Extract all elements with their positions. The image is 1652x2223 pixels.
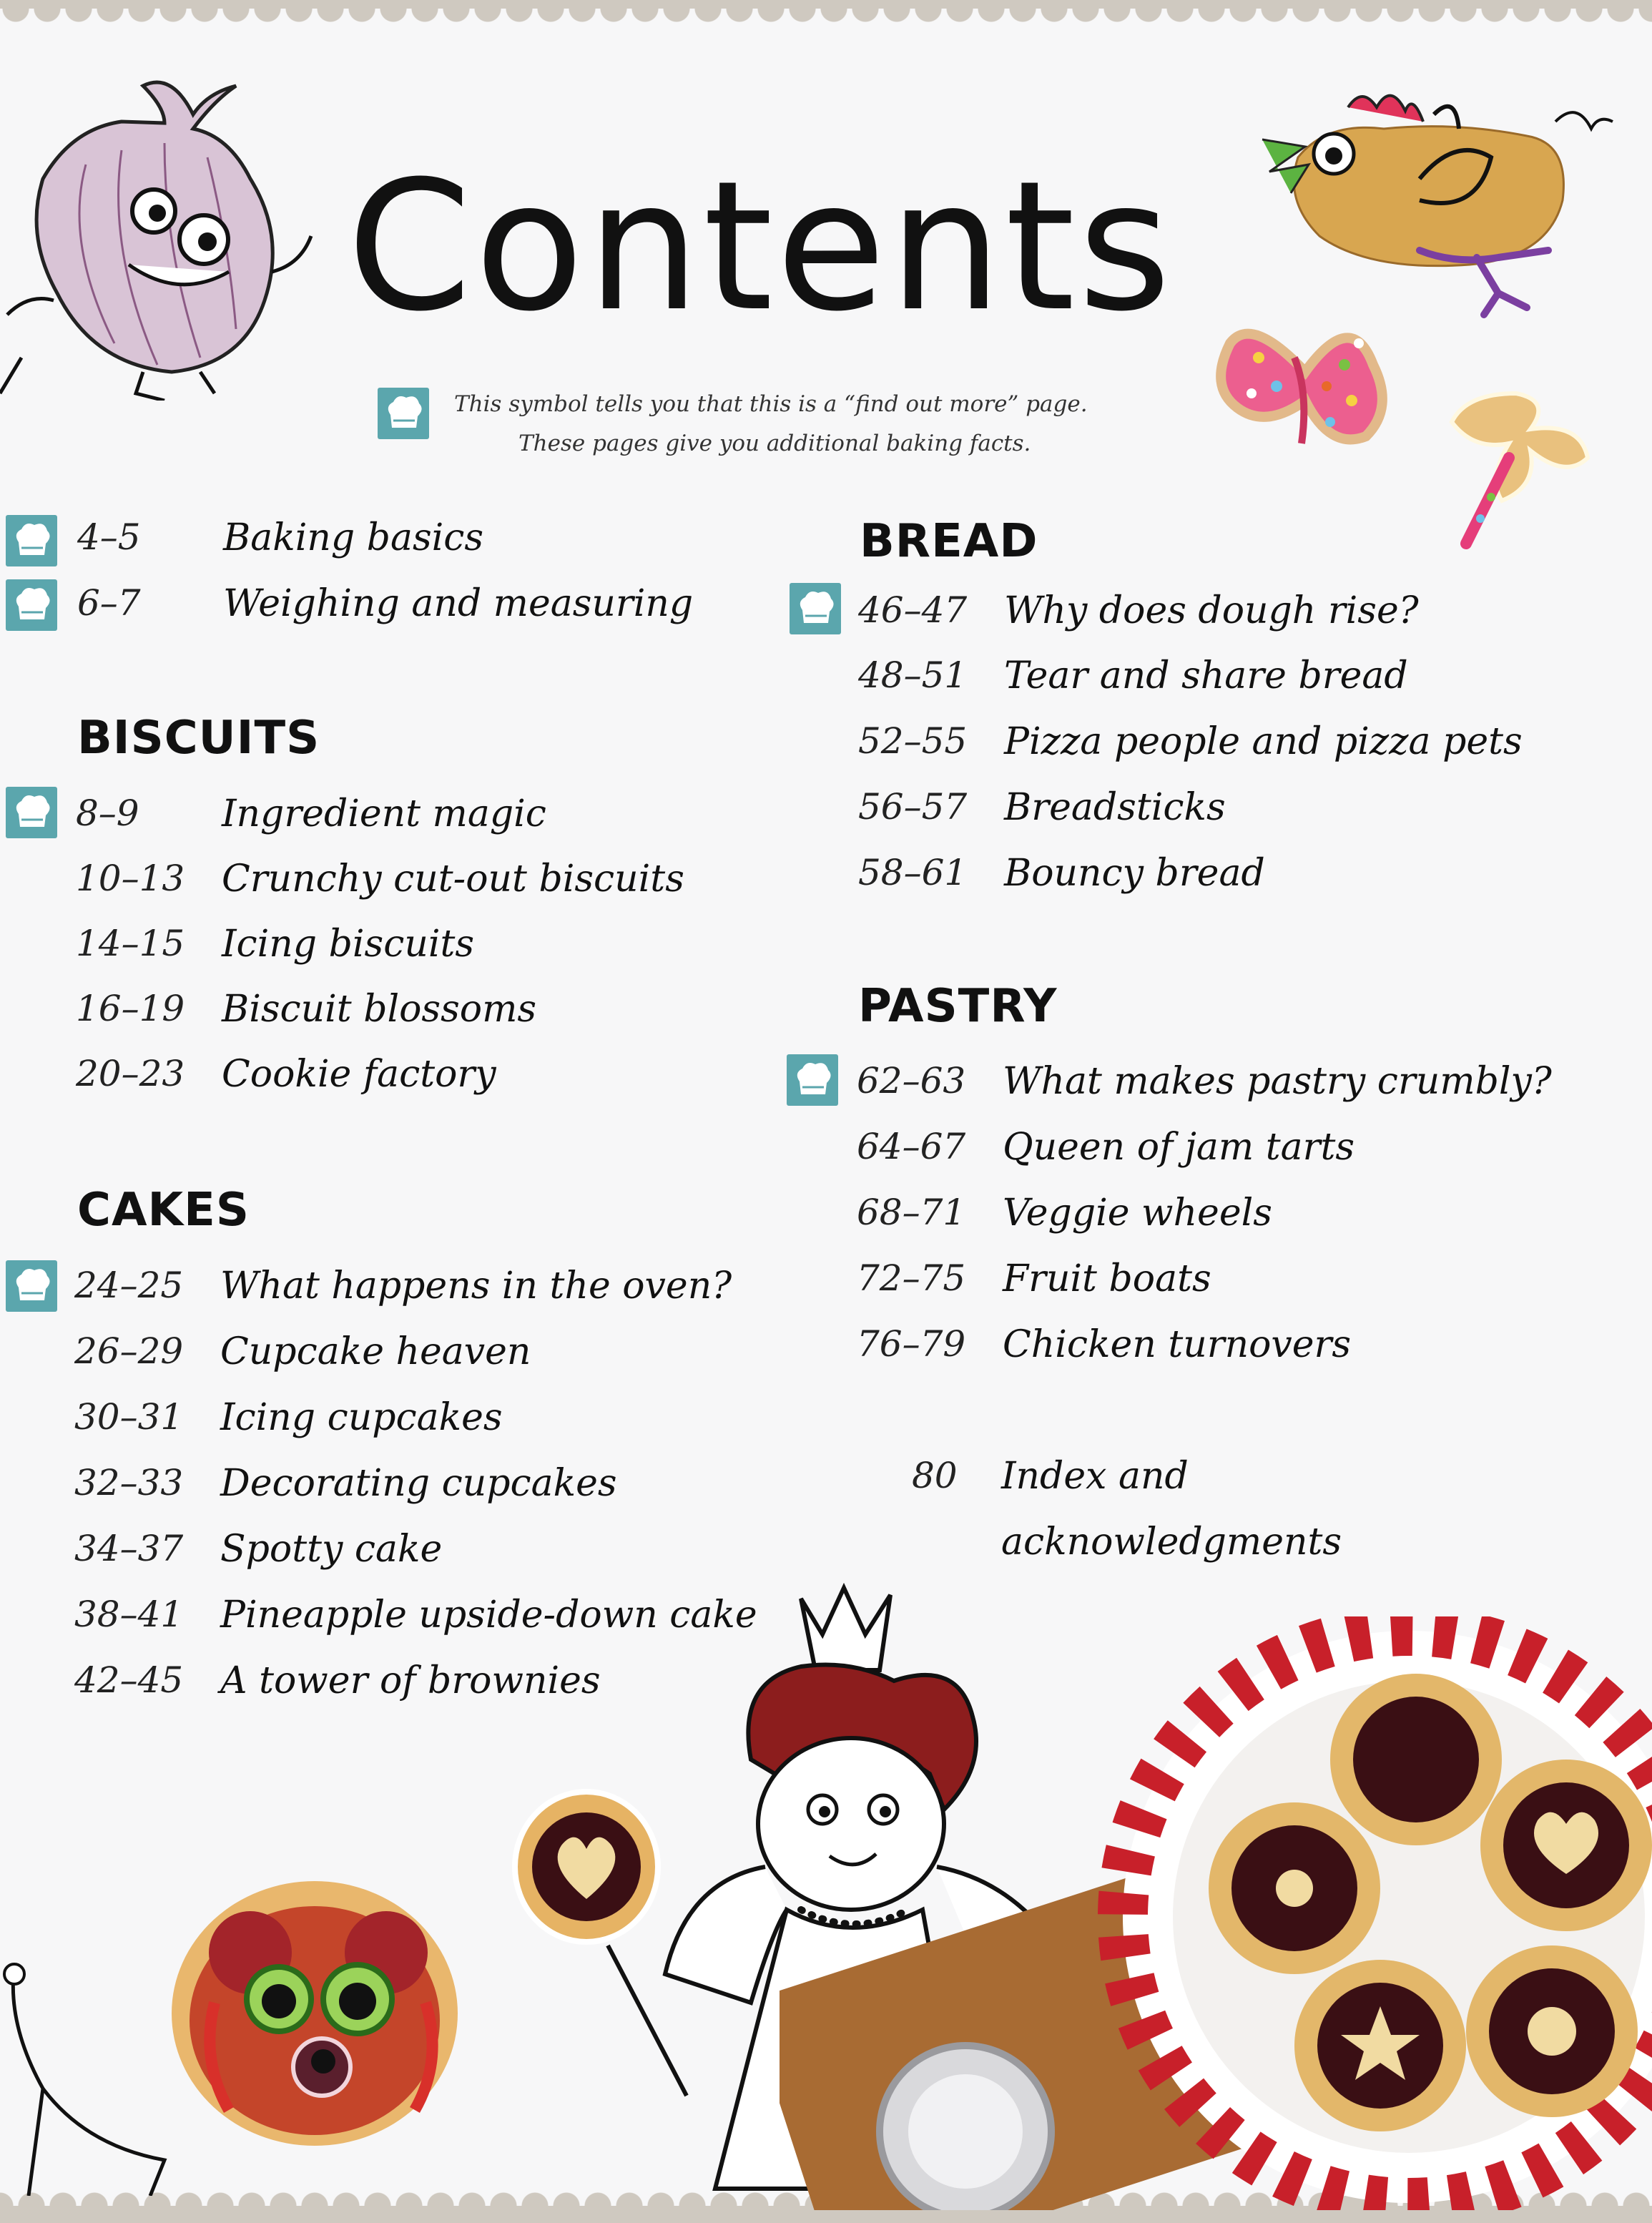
- entry-title: Tear and share bread: [1004, 654, 1408, 697]
- page-range: 76–79: [857, 1323, 966, 1365]
- page-range: 58–61: [858, 852, 968, 893]
- jam-tart: [1294, 1960, 1466, 2131]
- page-range: 30–31: [74, 1396, 184, 1438]
- page-range: 20–23: [76, 1053, 185, 1094]
- page-range: 8–9: [76, 792, 139, 834]
- page-range: 56–57: [858, 786, 968, 828]
- find-out-more-icon: [6, 1260, 57, 1312]
- section-heading-cakes: CAKES: [77, 1184, 250, 1237]
- entry-title: What happens in the oven?: [220, 1265, 732, 1307]
- page-range: 6–7: [77, 582, 141, 624]
- page-title: Contents: [347, 142, 1174, 350]
- page-range: 4–5: [77, 516, 141, 558]
- jam-tarts-plate-illustration: [780, 1616, 1652, 2210]
- section-heading-pastry: PASTRY: [858, 980, 1058, 1033]
- entry-title: Icing biscuits: [222, 923, 475, 966]
- entry-title: Pizza people and pizza pets: [1004, 720, 1523, 763]
- entry-title: Chicken turnovers: [1003, 1323, 1352, 1366]
- find-out-more-note: [429, 385, 1141, 463]
- entry-title-line-2: acknowledgments: [1001, 1521, 1342, 1564]
- page-range: 42–45: [74, 1659, 184, 1701]
- find-out-more-icon: [790, 583, 841, 634]
- entry-title: Queen of jam tarts: [1003, 1126, 1355, 1169]
- find-out-more-symbol-icon: [378, 388, 429, 439]
- entry-title: What makes pastry crumbly?: [1003, 1060, 1552, 1103]
- page-range: 48–51: [858, 654, 968, 696]
- pizza-dog-illustration: [0, 1874, 486, 2196]
- dragonfly-biscuit-illustration: [1423, 372, 1609, 558]
- jam-tart: [1480, 1760, 1652, 1931]
- page-range: 38–41: [74, 1594, 184, 1635]
- entry-title: Ingredient magic: [222, 792, 546, 835]
- page-range: 68–71: [857, 1192, 966, 1233]
- page-range: 14–15: [76, 923, 185, 964]
- page-range: 64–67: [857, 1126, 966, 1167]
- page-range: 10–13: [76, 858, 185, 899]
- find-out-more-icon: [6, 787, 57, 838]
- onion-character-illustration: [0, 57, 329, 401]
- entry-title: Why does dough rise?: [1004, 589, 1419, 632]
- find-out-more-icon: [6, 515, 57, 566]
- page-range: 72–75: [857, 1257, 966, 1299]
- note-line-1: This symbol tells you that this is a “find out more” page.: [454, 391, 1088, 417]
- section-heading-bread: BREAD: [860, 515, 1038, 568]
- entry-title: Breadsticks: [1004, 786, 1226, 829]
- jam-tart: [1209, 1802, 1380, 1974]
- entry-title: Crunchy cut-out biscuits: [222, 858, 684, 901]
- page-range: 16–19: [76, 988, 185, 1029]
- entry-title: A tower of brownies: [220, 1659, 601, 1702]
- entry-title: Decorating cupcakes: [220, 1462, 617, 1505]
- page-range: 32–33: [74, 1462, 184, 1503]
- entry-title: Baking basics: [223, 516, 484, 559]
- entry-title: Pineapple upside-down cake: [220, 1594, 757, 1636]
- entry-title: Icing cupcakes: [220, 1396, 503, 1439]
- page-range: 46–47: [858, 589, 968, 631]
- entry-title: Bouncy bread: [1004, 852, 1265, 895]
- jam-tart: [1330, 1674, 1502, 1845]
- page-range: 52–55: [858, 720, 968, 762]
- page-range: 26–29: [74, 1330, 184, 1372]
- page-range: 34–37: [74, 1528, 184, 1569]
- butterfly-biscuit-illustration: [1209, 286, 1402, 479]
- entry-title: Biscuit blossoms: [222, 988, 537, 1031]
- entry-title: Cupcake heaven: [220, 1330, 531, 1373]
- find-out-more-icon: [6, 579, 57, 631]
- entry-title: Veggie wheels: [1003, 1192, 1272, 1235]
- note-line-2: These pages give you additional baking facts.: [518, 431, 1031, 456]
- entry-title-line-1: Index and: [1001, 1455, 1189, 1498]
- entry-title: Spotty cake: [220, 1528, 443, 1571]
- scalloped-edge-top: [0, 9, 1652, 30]
- entry-title: Weighing and measuring: [223, 582, 694, 625]
- page-range: 80: [912, 1455, 958, 1496]
- jam-tart: [1466, 1945, 1638, 2117]
- find-out-more-icon: [787, 1054, 838, 1106]
- page-range: 62–63: [857, 1060, 966, 1101]
- section-heading-biscuits: BISCUITS: [77, 712, 320, 765]
- page-range: 24–25: [74, 1265, 184, 1306]
- entry-title: Cookie factory: [222, 1053, 496, 1096]
- entry-title: Fruit boats: [1003, 1257, 1211, 1300]
